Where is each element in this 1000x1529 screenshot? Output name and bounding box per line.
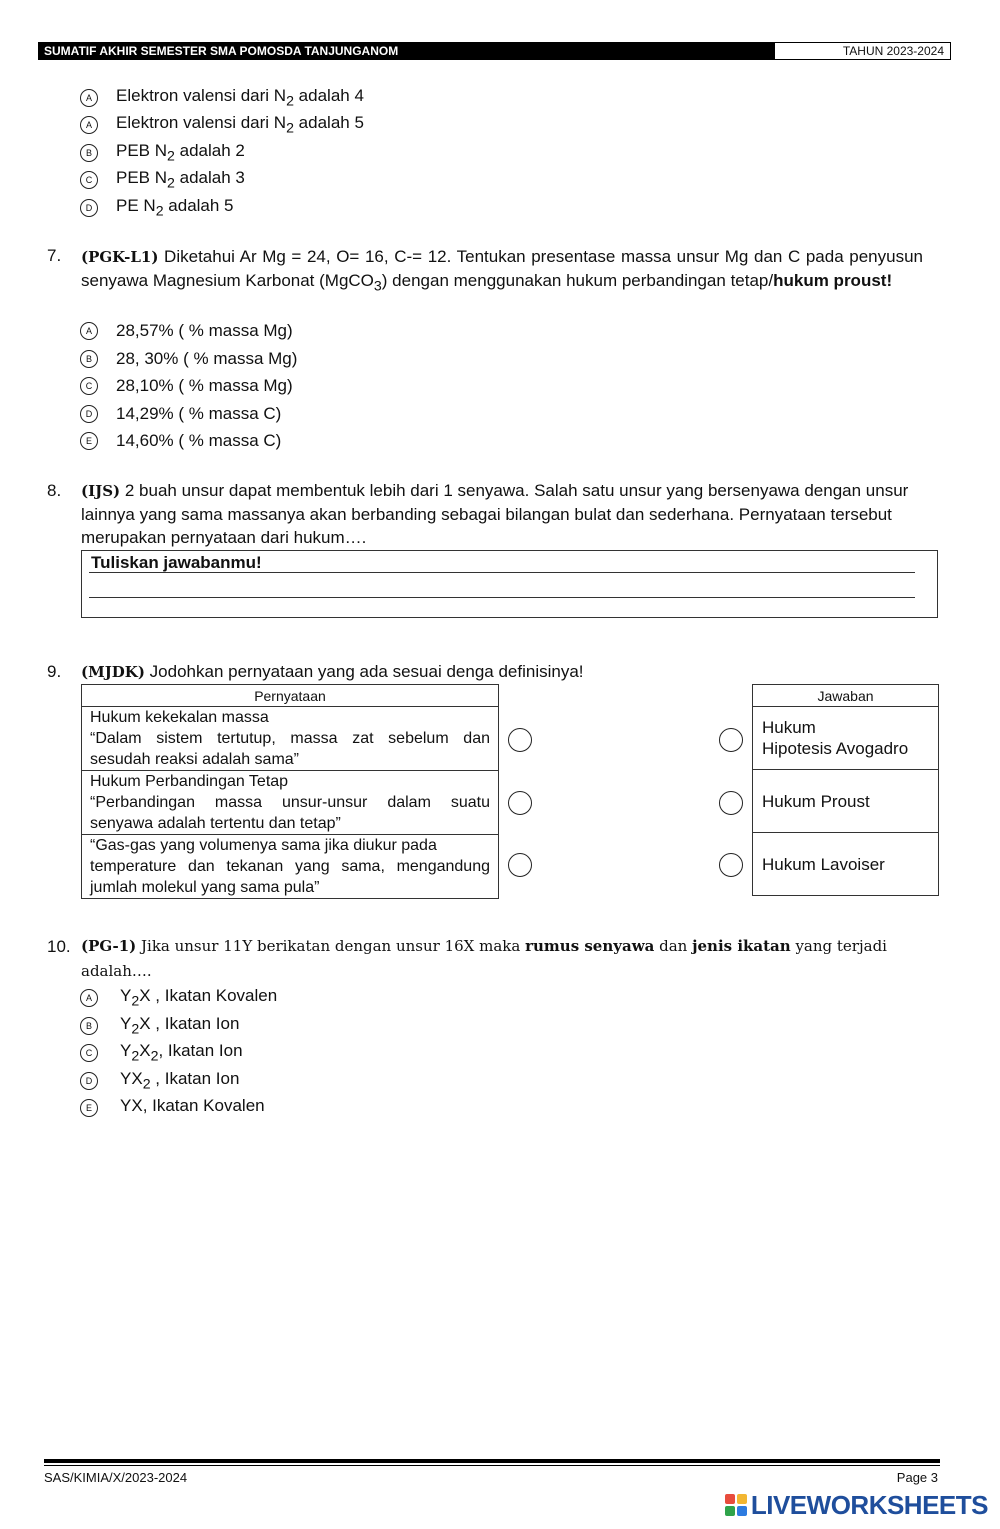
q10-option[interactable]	[80, 1042, 243, 1064]
question-number: 10.	[47, 937, 71, 956]
liveworksheets-logo-icon	[725, 1494, 747, 1516]
logo-square	[725, 1494, 735, 1504]
option-text: YX, Ikatan Kovalen	[120, 1096, 265, 1116]
brand-text: LIVEWORKSHEETS	[750, 1489, 988, 1520]
q10-option[interactable]	[80, 987, 277, 1009]
option-text: PEB $N_2$ adalah 2	[116, 141, 245, 165]
option-text: Elektron valensi dari $N_2$ adalah 5	[116, 113, 364, 137]
statement-cell: “Gas-gas yang volumenya sama jika diukur pada temperature dan tekanan yang sama, mengandung jumlah molekul yang sama pula”	[82, 835, 499, 899]
option-letter-circle[interactable]: C	[80, 377, 98, 395]
option-letter-circle[interactable]: A	[80, 322, 98, 340]
answer-box[interactable]	[81, 550, 938, 618]
statement-cell: Hukum kekekalan massa “Dalam sistem tertutup, massa zat sebelum dan sesudah reaksi adalah sama”	[82, 707, 499, 771]
question-code: (PG-1)	[81, 937, 137, 955]
question-text: (MJDK) Jodohkan pernyataan yang ada sesuai denga definisinya!	[81, 662, 584, 681]
match-left-dot[interactable]	[508, 728, 532, 752]
match-left-dot[interactable]	[508, 791, 532, 815]
header-title: SUMATIF AKHIR SEMESTER SMA POMOSDA TANJUNGANOM	[38, 42, 774, 60]
match-right-dot[interactable]	[719, 791, 743, 815]
q10-option[interactable]	[80, 1070, 239, 1092]
question-text: (IJS) 2 buah unsur dapat membentuk lebih dari 1 senyawa. Salah satu unsur yang bersenyawa dengan unsur lainnya yang sama massanya akan berbanding sebagai bilangan bulat dan sederhana. Pernyataan tersebut merupakan pernyataan dari hukum….	[81, 481, 909, 547]
answer-cell: Hukum Hipotesis Avogadro	[753, 707, 939, 770]
question-number: 7.	[47, 246, 62, 265]
answer-line[interactable]	[89, 572, 915, 573]
footer-code: SAS/KIMIA/X/2023-2024	[44, 1470, 188, 1485]
q6-option[interactable]	[80, 197, 234, 219]
option-letter-circle[interactable]: C	[80, 171, 98, 189]
option-text: $Y_2X$ , Ikatan Kovalen	[120, 986, 278, 1010]
footer-rule	[44, 1465, 940, 1466]
q10-option[interactable]	[80, 1015, 239, 1037]
option-letter-circle[interactable]: A	[80, 989, 98, 1007]
option-text: Elektron valensi dari $N_2$ adalah 4	[116, 86, 364, 110]
option-text: $YX_2$ , Ikatan Ion	[120, 1069, 240, 1093]
option-text: 28,57% ( % massa Mg)	[116, 321, 293, 340]
header-year: TAHUN 2023-2024	[774, 42, 951, 60]
option-text: 28,10% ( % massa Mg)	[116, 376, 293, 395]
q7-option[interactable]	[80, 375, 293, 397]
q6-option[interactable]	[80, 114, 364, 136]
answer-table	[752, 684, 939, 896]
option-text: PE $N_2$ adalah 5	[116, 196, 234, 220]
statement-cell: Hukum Perbandingan Tetap “Perbandingan massa unsur-unsur dalam suatu senyawa adalah tertentu dan tetap”	[82, 771, 499, 835]
question-code: (IJS)	[81, 482, 121, 500]
option-letter-circle[interactable]: A	[80, 89, 98, 107]
answer-label: Tuliskan jawabanmu!	[91, 553, 262, 572]
q6-option[interactable]	[80, 87, 364, 109]
page-number: Page 3	[896, 1470, 938, 1485]
option-letter-circle[interactable]: C	[80, 1044, 98, 1062]
footer-rule	[44, 1459, 940, 1463]
q7-option[interactable]	[80, 348, 297, 370]
statement-header: Pernyataan	[82, 685, 499, 707]
answer-cell: Hukum Lavoiser	[753, 833, 939, 896]
liveworksheets-brand[interactable]	[725, 1490, 988, 1520]
option-text: 14,60% ( % massa C)	[116, 431, 282, 450]
option-text: 28, 30% ( % massa Mg)	[116, 349, 298, 368]
option-letter-circle[interactable]: E	[80, 432, 98, 450]
q10-option[interactable]	[80, 1097, 265, 1119]
option-letter-circle[interactable]: D	[80, 1072, 98, 1090]
question-number: 9.	[47, 662, 62, 681]
option-text: $Y_2X$ , Ikatan Ion	[120, 1014, 240, 1038]
answer-cell: Hukum Proust	[753, 770, 939, 833]
option-text: 14,29% ( % massa C)	[116, 404, 282, 423]
question-number: 8.	[47, 481, 62, 500]
option-letter-circle[interactable]: B	[80, 1017, 98, 1035]
logo-square	[725, 1506, 735, 1516]
answer-header: Jawaban	[753, 685, 939, 707]
match-left-dot[interactable]	[508, 853, 532, 877]
page-header	[38, 42, 951, 60]
option-letter-circle[interactable]: B	[80, 350, 98, 368]
question-code: (MJDK)	[81, 663, 145, 681]
option-letter-circle[interactable]: E	[80, 1099, 98, 1117]
option-letter-circle[interactable]: D	[80, 199, 98, 217]
q6-option[interactable]	[80, 142, 245, 164]
option-text: $Y_2X_2$, Ikatan Ion	[120, 1041, 243, 1065]
question-text: (PGK-L1) Diketahui Ar Mg = 24, O= 16, C-= 12. Tentukan presentase massa unsur Mg dan C pada penyusun senyawa Magnesium Karbonat (MgCO$_3$) dengan menggunakan hukum perbandingan tetap/hukum proust!	[81, 247, 923, 295]
option-letter-circle[interactable]: D	[80, 405, 98, 423]
q7-option[interactable]	[80, 403, 281, 425]
option-text: PEB $N_2$ adalah 3	[116, 168, 245, 192]
match-right-dot[interactable]	[719, 853, 743, 877]
option-letter-circle[interactable]: B	[80, 144, 98, 162]
match-right-dot[interactable]	[719, 728, 743, 752]
answer-line[interactable]	[89, 597, 915, 598]
question-code: (PGK-L1)	[81, 248, 159, 266]
option-letter-circle[interactable]: A	[80, 116, 98, 134]
q7-option[interactable]	[80, 320, 293, 342]
logo-square	[737, 1494, 747, 1504]
logo-square	[737, 1506, 747, 1516]
q7-option[interactable]	[80, 430, 281, 452]
question-text: (PG-1) Jika unsur 11Y berikatan dengan unsur 16X maka rumus senyawa dan jenis ikatan yang terjadi adalah….	[81, 937, 887, 980]
q6-option[interactable]	[80, 169, 245, 191]
statement-table	[81, 684, 499, 899]
